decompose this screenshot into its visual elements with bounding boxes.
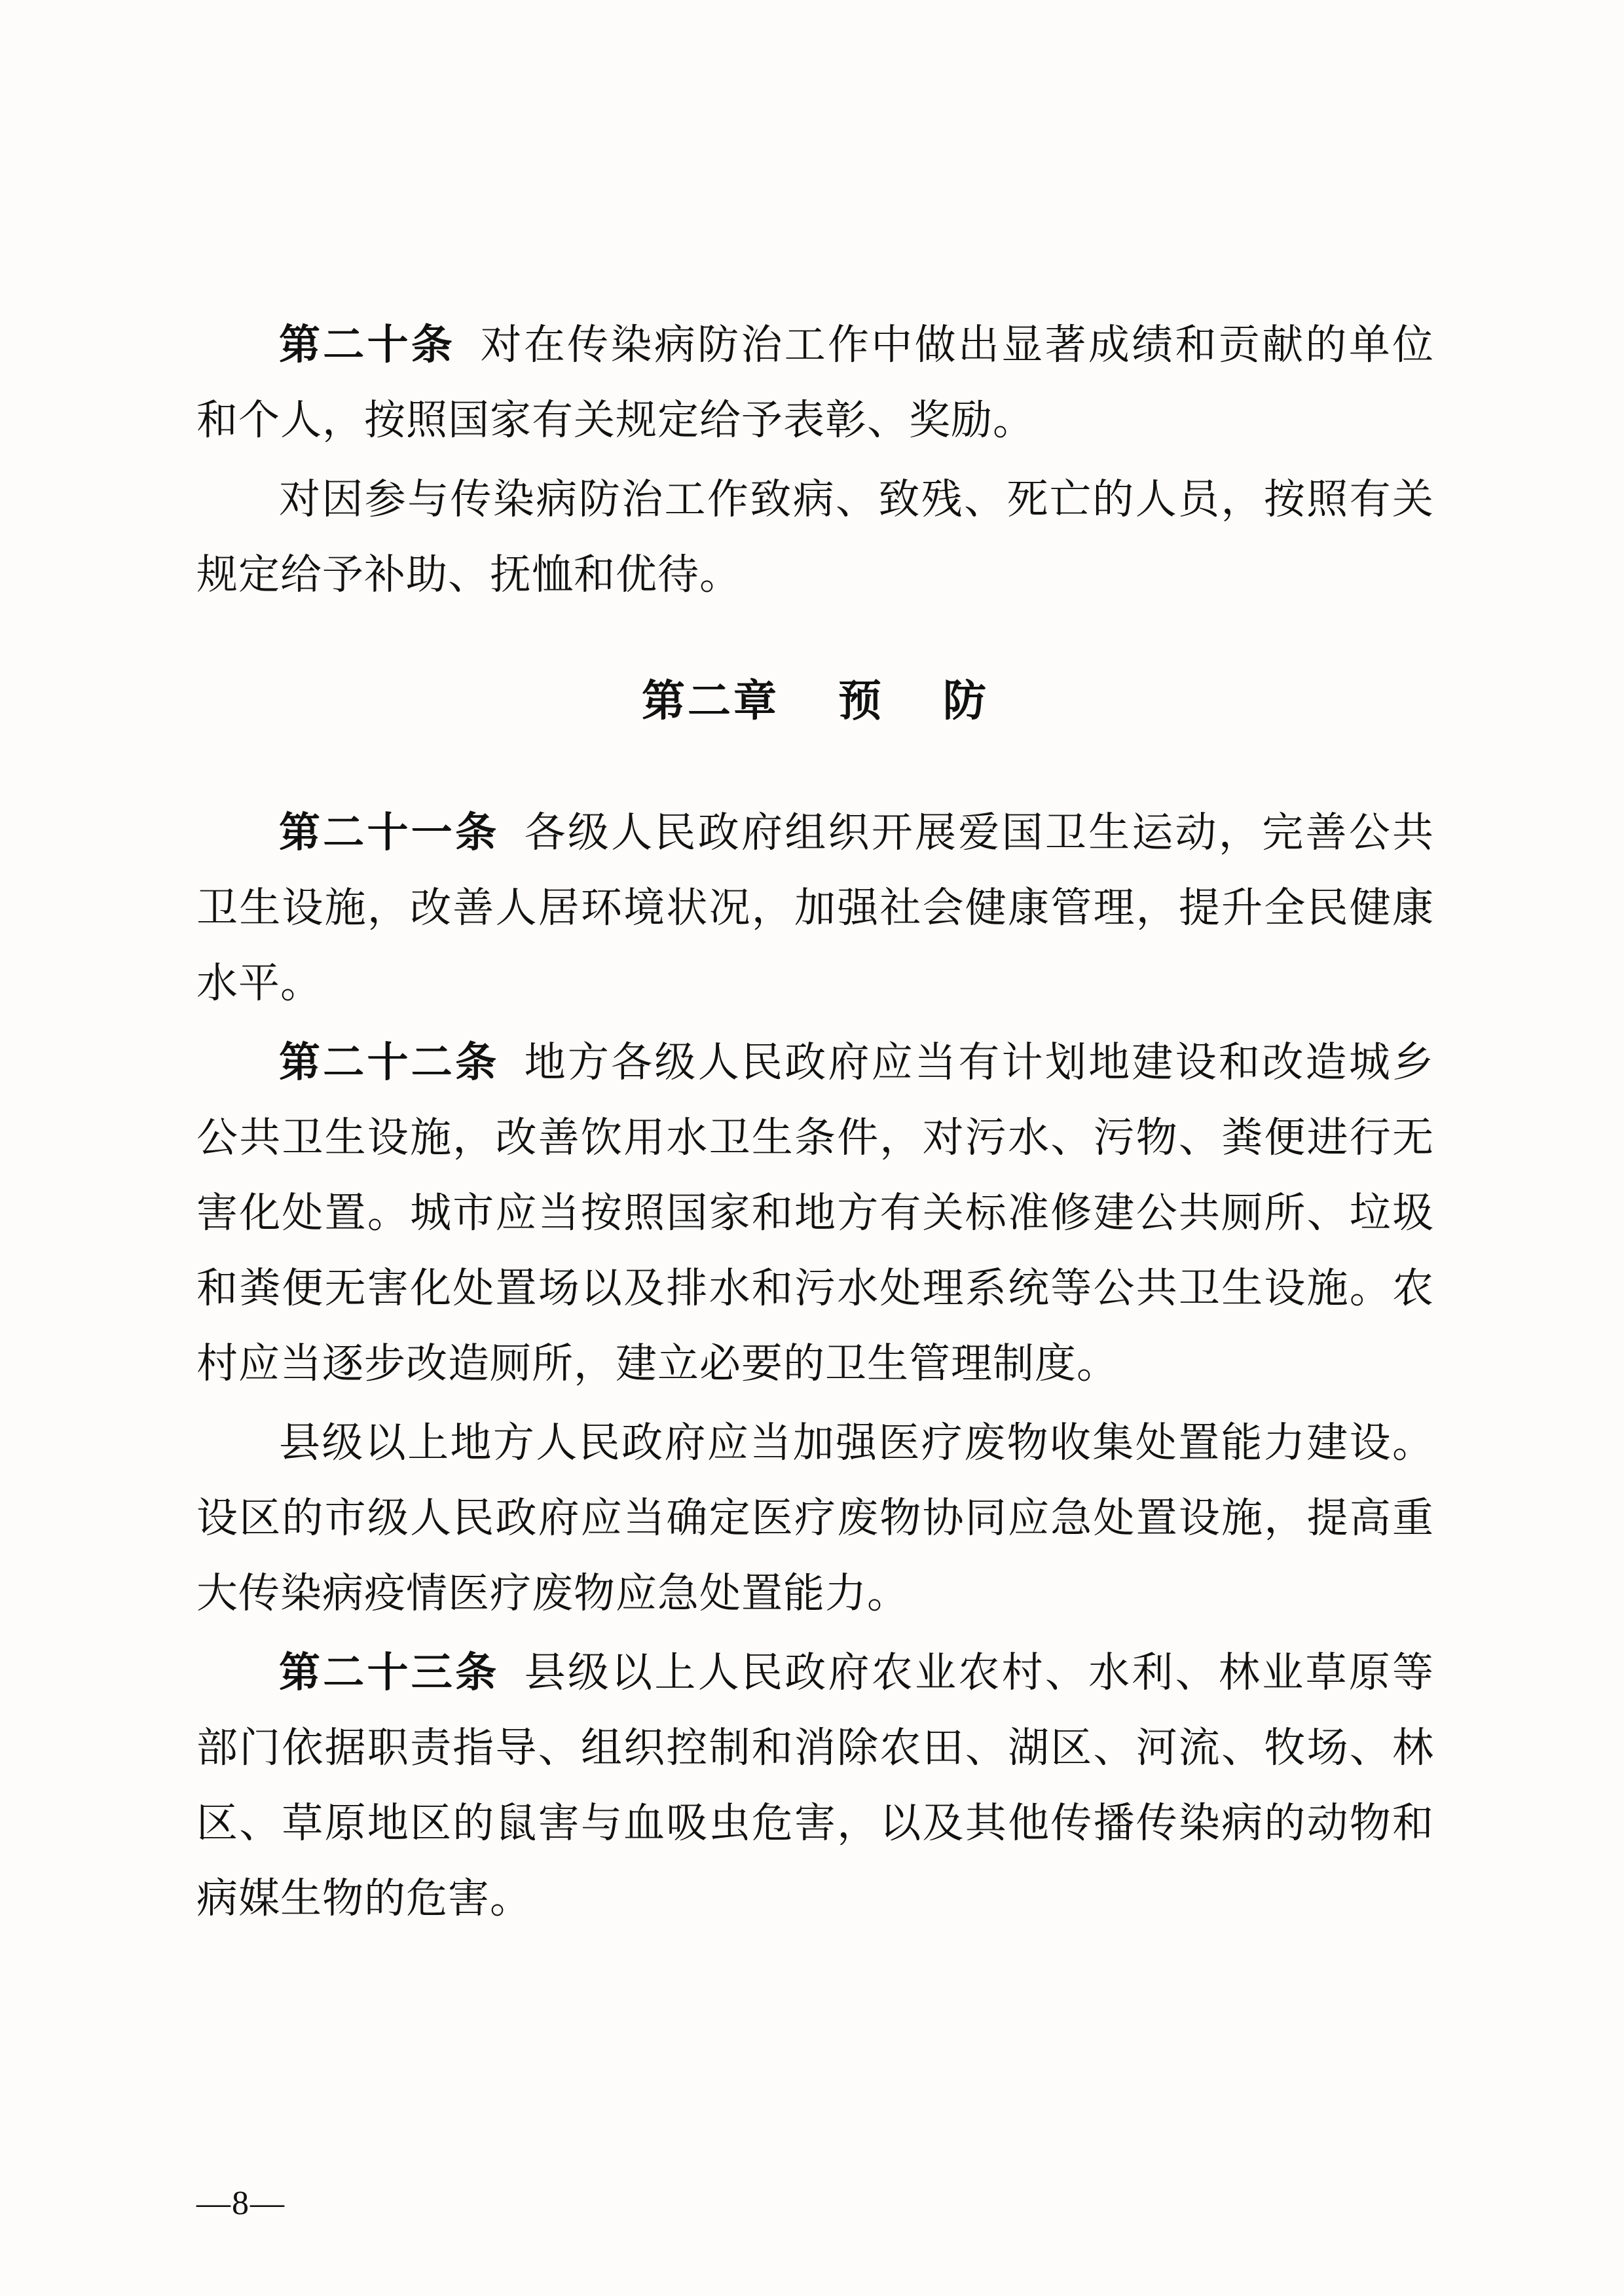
paragraph-text-22-2: 县级以上地方人民政府应当加强医疗废物收集处置能力建设。设区的市级人民政府应当确定医疗废物协同应急处置设施，提高重大传染病疫情医疗废物应急处置能力。: [196, 1420, 1434, 1616]
chapter-label: 第二章: [642, 678, 779, 725]
article-text-21: 各级人民政府组织开展爱国卫生运动，完善公共卫生设施，改善人居环境状况，加强社会健康管理，提升全民健康水平。: [196, 810, 1435, 1006]
article-paragraph-20: [196, 308, 1434, 458]
article-text-23: 县级以上人民政府农业农村、水利、林业草原等部门依据职责指导、组织控制和消除农田、湖区、河流、牧场、林区、草原地区的鼠害与血吸虫危害，以及其他传播传染病的动物和病媒生物的危害。: [196, 1650, 1435, 1922]
chapter-title-char-1: 预: [838, 678, 884, 725]
article-paragraph-23: [196, 1635, 1434, 1937]
chapter-heading: [196, 664, 1434, 739]
paragraph-20-2: [196, 462, 1434, 613]
chapter-title-char-2: 防: [943, 678, 989, 725]
page-number: —8—: [196, 2185, 286, 2222]
article-text-22: 地方各级人民政府应当有计划地建设和改造城乡公共卫生设施，改善饮用水卫生条件，对污水、污物、粪便进行无害化处置。城市应当按照国家和地方有关标准修建公共厕所、垃圾和粪便无害化处置场以及排水和污水处理系统等公共卫生设施。农村应当逐步改造厕所，建立必要的卫生管理制度。: [196, 1040, 1435, 1387]
paragraph-22-2: [196, 1406, 1434, 1631]
article-number-21: 第二十一条: [279, 810, 500, 856]
article-text-20: 对在传染病防治工作中做出显著成绩和贡献的单位和个人，按照国家有关规定给予表彰、奖励。: [196, 322, 1435, 443]
article-paragraph-21: [196, 795, 1434, 1021]
article-number-20: 第二十条: [279, 322, 456, 368]
article-number-22: 第二十二条: [279, 1040, 500, 1085]
article-paragraph-22: [196, 1025, 1434, 1402]
article-number-23: 第二十三条: [279, 1650, 500, 1696]
paragraph-text-20-2: 对因参与传染病防治工作致病、致残、死亡的人员，按照有关规定给予补助、抚恤和优待。: [196, 477, 1434, 598]
